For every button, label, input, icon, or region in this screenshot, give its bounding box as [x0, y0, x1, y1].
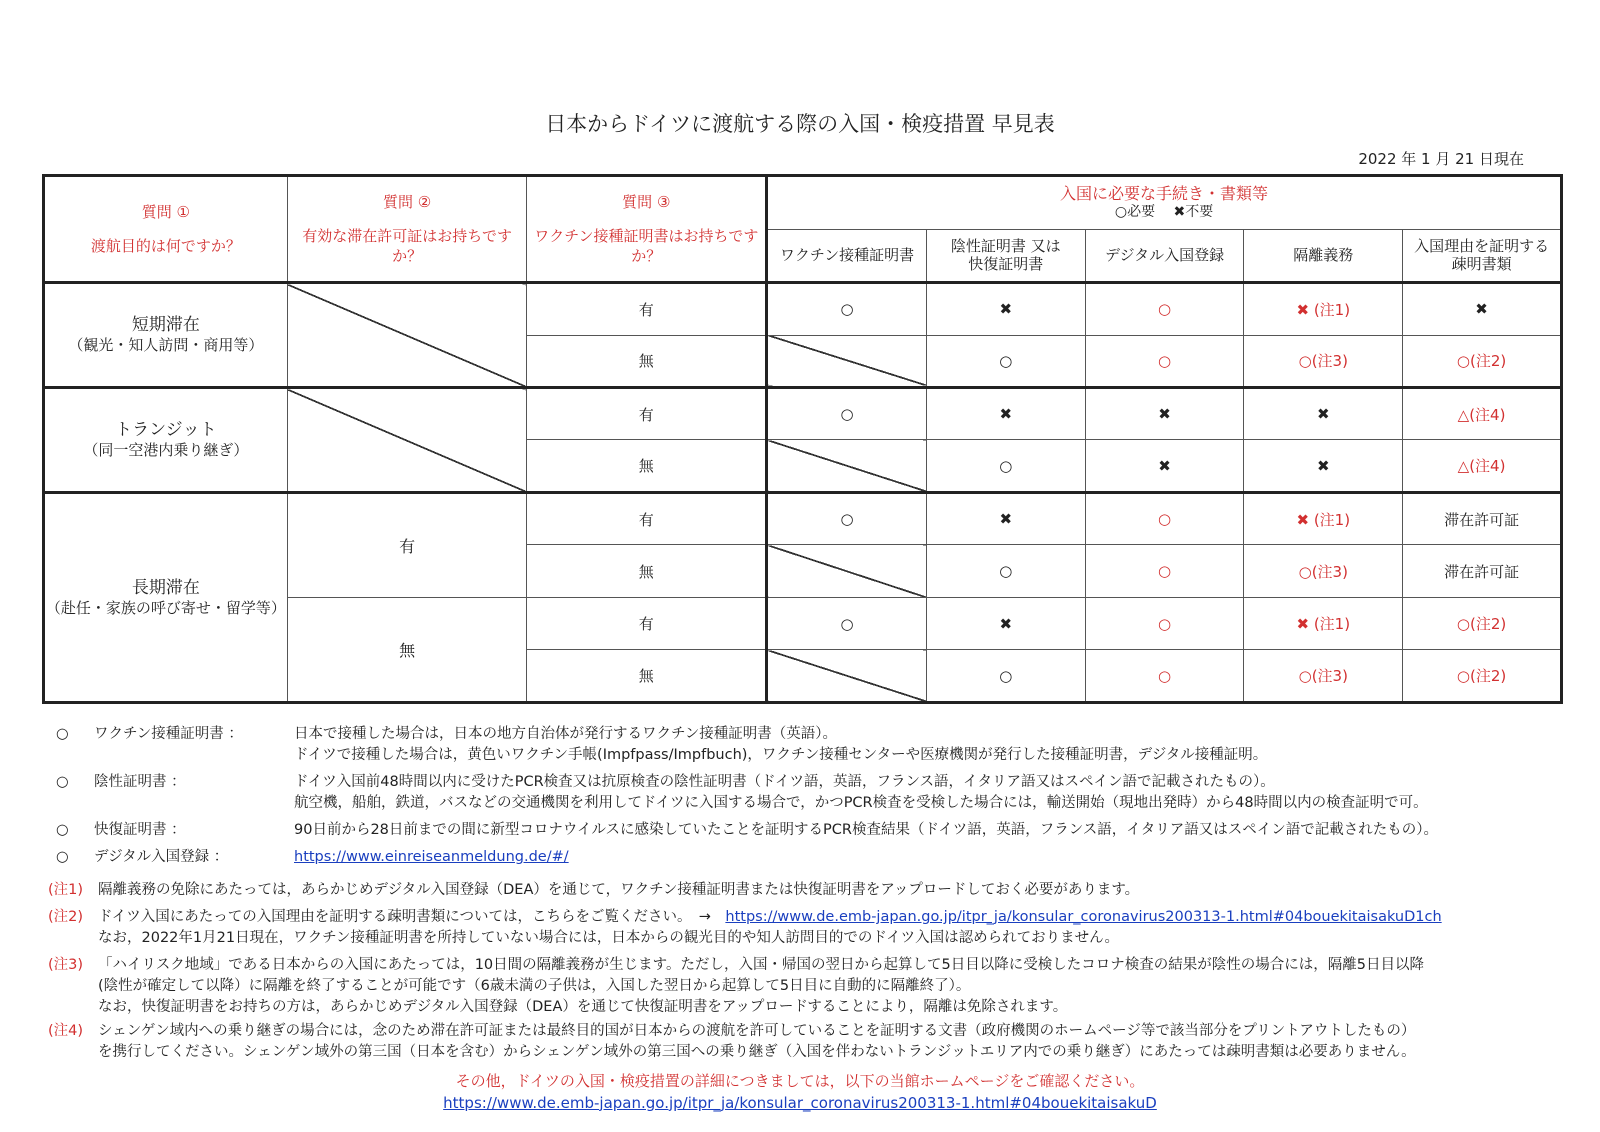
q3-answer: 有	[527, 283, 767, 335]
question-1-header: 質問 ① 渡航目的は何ですか？	[44, 176, 288, 283]
reason-cell: ○(注2)	[1403, 650, 1562, 703]
vaccine-cell	[767, 440, 927, 492]
question-2-header: 質問 ② 有効な滞在許可証はお持ちですか？	[287, 176, 527, 283]
digital-cell: ○	[1085, 492, 1244, 544]
digital-cell: ✖	[1085, 388, 1244, 440]
q3-answer: 有	[527, 388, 767, 440]
dea-link[interactable]: https://www.einreiseanmeldung.de/#/	[294, 849, 569, 866]
quarantine-cell: ✖	[1244, 440, 1403, 492]
vaccine-cell	[767, 545, 927, 597]
negative-cell: ✖	[926, 492, 1085, 544]
quarantine-cell: ✖ (注1)	[1244, 492, 1403, 544]
definition-vaccine: ○ ワクチン接種証明書 ： 日本で接種した場合は，日本の地方自治体が発行するワクチン接種証明書（英語）。 ドイツで接種した場合は，黄色いワクチン手帳(Impfpass/Impfbuch)，ワクチン接種センターや医療機関が発行した接種証明書，デジタル接種証明。	[56, 726, 1268, 764]
reason-cell: ○(注2)	[1403, 597, 1562, 649]
note-4: (注4) シェンゲン域内への乗り継ぎの場合には，念のため滞在許可証または最終目的国が日本からの渡航を許可していることを証明する文書（政府機関のホームページ等で該当部分をプリントアウトしたもの） を携行してください。シェンゲン域外の第三国（日本を含む）からシェンゲン域外の第三国への乗り継ぎ（入国を伴わないトランジットエリア内での乗り継ぎ）にあたっては疎明書類は必要ありません。	[48, 1023, 1416, 1061]
note-1: (注1) 隔離義務の免除にあたっては，あらかじめデジタル入国登録（DEA）を通じて，ワクチン接種証明書または快復証明書をアップロードしておく必要があります。	[48, 882, 1140, 898]
vaccine-cell	[767, 335, 927, 387]
digital-cell: ✖	[1085, 440, 1244, 492]
q3-answer: 無	[527, 650, 767, 703]
permit-no: 無	[287, 597, 527, 702]
digital-cell: ○	[1085, 335, 1244, 387]
negative-cell: ○	[926, 545, 1085, 597]
question-3-header: 質問 ③ ワクチン接種証明書はお持ちですか？	[527, 176, 767, 283]
col-digital-registration: デジタル入国登録	[1085, 229, 1244, 283]
negative-cell: ○	[926, 440, 1085, 492]
reason-cell: ✖	[1403, 283, 1562, 335]
col-reason-docs: 入国理由を証明する 疎明書類	[1403, 229, 1562, 283]
quarantine-cell: ○(注3)	[1244, 335, 1403, 387]
footer-text: その他，ドイツの入国・検疫措置の詳細につきましては，以下の当館ホームページをご確認ください。	[455, 1072, 1145, 1090]
footer	[0, 1071, 1600, 1115]
quarantine-table	[42, 174, 1563, 704]
quarantine-cell: ✖ (注1)	[1244, 597, 1403, 649]
permit-not-applicable	[287, 283, 527, 388]
quarantine-cell: ✖ (注1)	[1244, 283, 1403, 335]
reason-cell: 滞在許可証	[1403, 492, 1562, 544]
q3-answer: 無	[527, 545, 767, 597]
negative-cell: ✖	[926, 597, 1085, 649]
permit-yes: 有	[287, 492, 527, 597]
digital-cell: ○	[1085, 283, 1244, 335]
vaccine-cell: ○	[767, 492, 927, 544]
page-title: 日本からドイツに渡航する際の入国・検疫措置 早見表	[545, 112, 1055, 136]
quarantine-cell: ○(注3)	[1244, 545, 1403, 597]
digital-cell: ○	[1085, 650, 1244, 703]
vaccine-cell: ○	[767, 597, 927, 649]
requirements-header: 入国に必要な手続き・書類等 ○必要 ✖不要	[767, 176, 1562, 230]
definition-digital: ○ デジタル入国登録 ： https://www.einreiseanmeldung.de/#/	[56, 849, 569, 866]
negative-cell: ✖	[926, 388, 1085, 440]
note-2-link[interactable]: https://www.de.emb-japan.go.jp/itpr_ja/konsular_coronavirus200313-1.html#04bouekitaisakuD1ch	[725, 909, 1442, 925]
digital-cell: ○	[1085, 545, 1244, 597]
q3-answer: 有	[527, 492, 767, 544]
reason-cell: △(注4)	[1403, 440, 1562, 492]
negative-cell: ○	[926, 335, 1085, 387]
col-quarantine: 隔離義務	[1244, 229, 1403, 283]
col-negative-cert: 陰性証明書 又は 快復証明書	[926, 229, 1085, 283]
negative-cell: ✖	[926, 283, 1085, 335]
definition-recovery: ○ 快復証明書 ： 90日前から28日前までの間に新型コロナウイルスに感染していたことを証明するPCR検査結果（ドイツ語，英語，フランス語，イタリア語又はスペイン語で記載されたもの）。	[56, 822, 1439, 839]
q3-answer: 有	[527, 597, 767, 649]
as-of-date: 2022 年 1 月 21 日現在	[1358, 150, 1524, 168]
q3-answer: 無	[527, 335, 767, 387]
category-long-stay: 長期滞在 （赴任・家族の呼び寄せ・留学等）	[44, 492, 288, 702]
vaccine-cell: ○	[767, 388, 927, 440]
category-transit: トランジット （同一空港内乗り継ぎ）	[44, 388, 288, 493]
permit-not-applicable	[287, 388, 527, 493]
footer-link[interactable]: https://www.de.emb-japan.go.jp/itpr_ja/konsular_coronavirus200313-1.html#04bouekitaisakuD	[443, 1093, 1157, 1112]
col-vaccine-cert: ワクチン接種証明書	[767, 229, 927, 283]
category-short-stay: 短期滞在 （観光・知人訪問・商用等）	[44, 283, 288, 388]
vaccine-cell	[767, 650, 927, 703]
definition-negative: ○ 陰性証明書 ： ドイツ入国前48時間以内に受けたPCR検査又は抗原検査の陰性証明書（ドイツ語，英語，フランス語，イタリア語又はスペイン語で記載されたもの）。 航空機，船舶，鉄道，バスなどの交通機関を利用してドイツに入国する場合で，かつPCR検査を受検した場合には，輸送開始（現地出発時）から48時間以内の検査証明で可。	[56, 774, 1428, 812]
negative-cell: ○	[926, 650, 1085, 703]
reason-cell: △(注4)	[1403, 388, 1562, 440]
quarantine-cell: ✖	[1244, 388, 1403, 440]
note-3: (注3) 「ハイリスク地域」である日本からの入国にあたっては，10日間の隔離義務が生じます。ただし，入国・帰国の翌日から起算して5日目以降に受検したコロナ検査の結果が陰性の場合には，隔離5日目以降 (陰性が確定して以降）に隔離を終了することが可能です（6歳未満の子供は，入国した翌日から起算して5日目に自動的に隔離終了）。 なお，快復証明書をお持ちの方は，あらかじめデジタル入国登録（DEA）を通じて快復証明書をアップロードすることにより，隔離は免除されます。	[48, 957, 1424, 1016]
q3-answer: 無	[527, 440, 767, 492]
reason-cell: ○(注2)	[1403, 335, 1562, 387]
reason-cell: 滞在許可証	[1403, 545, 1562, 597]
quarantine-cell: ○(注3)	[1244, 650, 1403, 703]
definitions	[56, 724, 1566, 874]
vaccine-cell: ○	[767, 283, 927, 335]
note-2: (注2) ドイツ入国にあたっての入国理由を証明する疎明書類については，こちらをご覧ください。 → https://www.de.emb-japan.go.jp/itpr_ja/konsular_coronavirus200313-1.html#04bouekitaisakuD1ch なお，2022年1月21日現在，ワクチン接種証明書を所持していない場合には，日本からの観光目的や知人訪問目的でのドイツ入国は認められておりません。	[48, 909, 1442, 947]
digital-cell: ○	[1085, 597, 1244, 649]
